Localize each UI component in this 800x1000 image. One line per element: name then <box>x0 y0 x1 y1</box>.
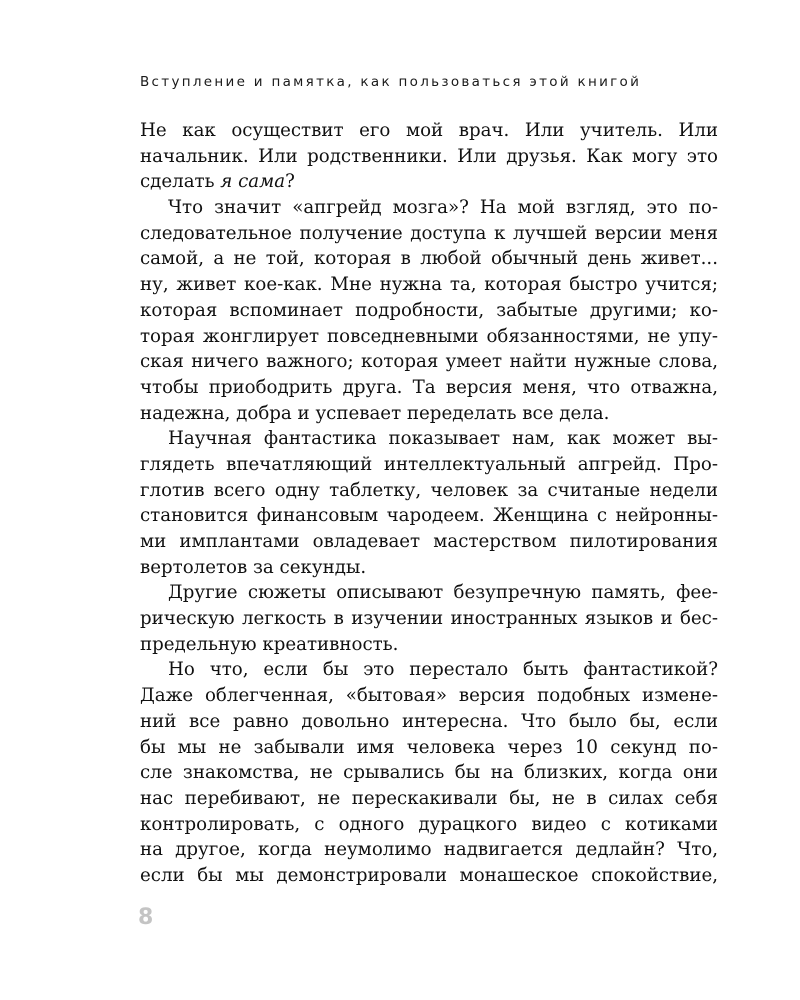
text-line: следовательное получение доступа к лучшей версии меня <box>140 222 718 244</box>
text-line: глядеть впечатляющий интеллектуальный апгрейд. Про- <box>140 453 718 475</box>
text-line: рическую легкость в изучении иностранных языков и бес- <box>140 608 718 630</box>
text-line: на другое, когда неумолимо надвигается дедлайн? Что, <box>140 839 718 861</box>
text-line: вертолетов за секунды. <box>140 556 367 578</box>
text-line: глотив всего одну таблетку, человек за считаные недели <box>140 479 718 501</box>
text-line: ну, живет кое-как. Мне нужна та, которая быстро учится; <box>140 274 718 296</box>
text-line: ми имплантами овладевает мастерством пилотирования <box>140 531 718 552</box>
text-line: Что значит «апгрейд мозга»? На мой взгляд, это по- <box>168 197 718 219</box>
text-line: надежна, добра и успевает переделать все дела. <box>140 402 610 424</box>
text-line: торая жонглирует повседневными обязанностями, не упу- <box>140 325 718 347</box>
text-line: нас перебивают, не перескакивали бы, не в силах себя <box>140 787 718 809</box>
text-line: Научная фантастика показывает нам, как может вы- <box>168 428 718 450</box>
text-line: ний все равно довольно интересна. Что было бы, если <box>140 710 718 732</box>
text-line: предельную креативность. <box>140 633 399 655</box>
text-line: которая вспоминает подробности, забытые другими; ко- <box>140 299 718 321</box>
text-line: самой, а не той, которая в любой обычный день живет... <box>140 248 718 270</box>
text-line: Не как осуществит его мой врач. Или учитель. Или <box>140 120 718 141</box>
text-fragment: ? <box>285 171 295 193</box>
text-line: бы мы не забывали имя человека через 10 секунд по- <box>140 736 718 758</box>
text-line: Другие сюжеты описывают безупречную память, фее- <box>168 582 718 604</box>
text-fragment: сделать <box>140 171 221 193</box>
text-line: чтобы приободрить друга. Та версия меня, что отважна, <box>140 376 718 398</box>
text-line: сле знакомства, не срывались бы на близких, когда они <box>140 762 718 784</box>
text-line: Даже облегченная, «бытовая» версия подобных измене- <box>140 685 718 707</box>
text-line: если бы мы демонстрировали монашеское спокойствие, <box>140 864 718 886</box>
body-text <box>140 118 718 889</box>
running-head: Вступление и памятка, как пользоваться этой книгой <box>140 74 642 90</box>
emphasized-text: я сама <box>220 171 286 193</box>
text-line: становится финансовым чародеем. Женщина с нейронны- <box>140 505 718 527</box>
text-line: ская ничего важного; которая умеет найти нужные слова, <box>140 351 718 373</box>
text-line <box>140 169 718 195</box>
text-line: начальник. Или родственники. Или друзья. Как могу это <box>140 145 718 167</box>
page-number: 8 <box>138 905 154 930</box>
text-line: контролировать, с одного дурацкого видео с котиками <box>140 813 718 835</box>
text-line: Но что, если бы это перестало быть фантастикой? <box>168 659 718 681</box>
